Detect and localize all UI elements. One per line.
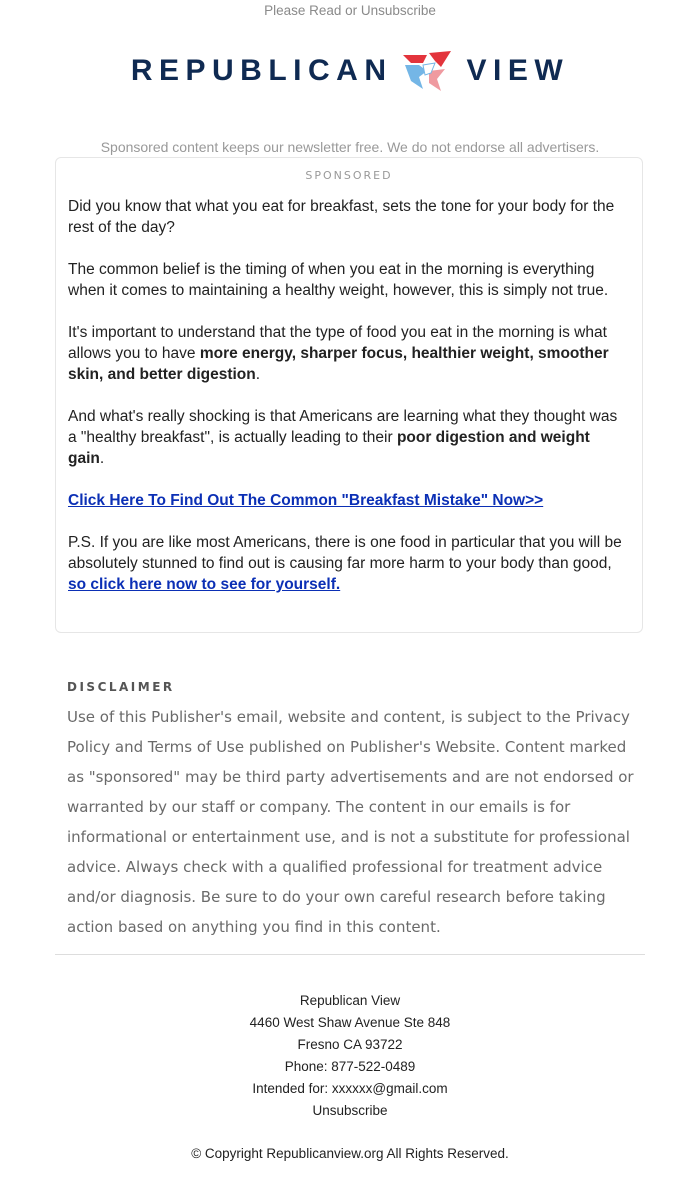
disclaimer-title: DISCLAIMER [67,680,175,694]
footer-address-line-2: Fresno CA 93722 [297,1037,403,1052]
ad-paragraph-4: And what's really shocking is that Americans are learning what they thought was a "healthy breakfast", is actually leading to their poor digestion and weight gain. [68,408,618,467]
disclaimer-text: Use of this Publisher's email, website and content, is subject to the Privacy Policy and Terms of Use published on Publisher's Website. Content marked as "sponsored" may be third party advertisements and are not endorsed or warranted by our staff or company. The content in our emails is for informational or entertainment use, and is not a substitute for professional advice. Always check with a qualified professional for treatment advice and/or diagnosis. Be sure to do your own careful research before taking action based on anything you find in this content. [67,708,634,936]
disclaimer-section [67,680,637,942]
copyright: © Copyright Republicanview.org All Rights Reserved. [191,1146,509,1161]
logo-word-right: VIEW [466,54,570,87]
footer-intended-for: Intended for: xxxxxx@gmail.com [252,1081,448,1096]
breakfast-mistake-link[interactable]: Click Here To Find Out The Common "Breakfast Mistake" Now>> [68,492,544,509]
ad-cta [68,490,630,511]
sponsored-card [55,157,643,633]
footer-address-line-1: 4460 West Shaw Avenue Ste 848 [249,1015,451,1030]
footer-company: Republican View [299,993,401,1008]
unsubscribe-link[interactable]: Unsubscribe [312,1103,388,1118]
ad-paragraph-1: Did you know that what you eat for breakfast, sets the tone for your body for the rest of the day? [68,198,615,236]
sponsor-note: Sponsored content keeps our newsletter free. We do not endorse all advertisers. [100,139,600,155]
sponsored-body [56,196,642,595]
ad-paragraph-2: The common belief is the timing of when you eat in the morning is everything when it comes to maintaining a healthy weight, however, this is simply not true. [68,261,609,299]
see-for-yourself-link[interactable]: so click here now to see for yourself. [68,576,341,593]
footer-divider [55,954,645,955]
footer [0,990,700,1122]
preheader [0,0,700,23]
sponsored-label: SPONSORED [305,169,393,182]
read-or-unsubscribe-link[interactable]: Please Read or Unsubscribe [264,3,436,18]
ad-ps: P.S. If you are like most Americans, there is one food in particular that you will be absolutely stunned to find out is causing far more harm to your body than good, so click here now to see for yourself. [68,534,622,593]
star-logo-icon [401,49,453,93]
footer-phone: Phone: 877-522-0489 [284,1059,416,1074]
ad-paragraph-3: It's important to understand that the type of food you eat in the morning is what allows you to have more energy, sharper focus, healthier weight, smoother skin, and better digestion. [68,324,609,383]
brand-logo[interactable] [0,47,700,95]
logo-word-left: REPUBLICAN [130,54,393,87]
